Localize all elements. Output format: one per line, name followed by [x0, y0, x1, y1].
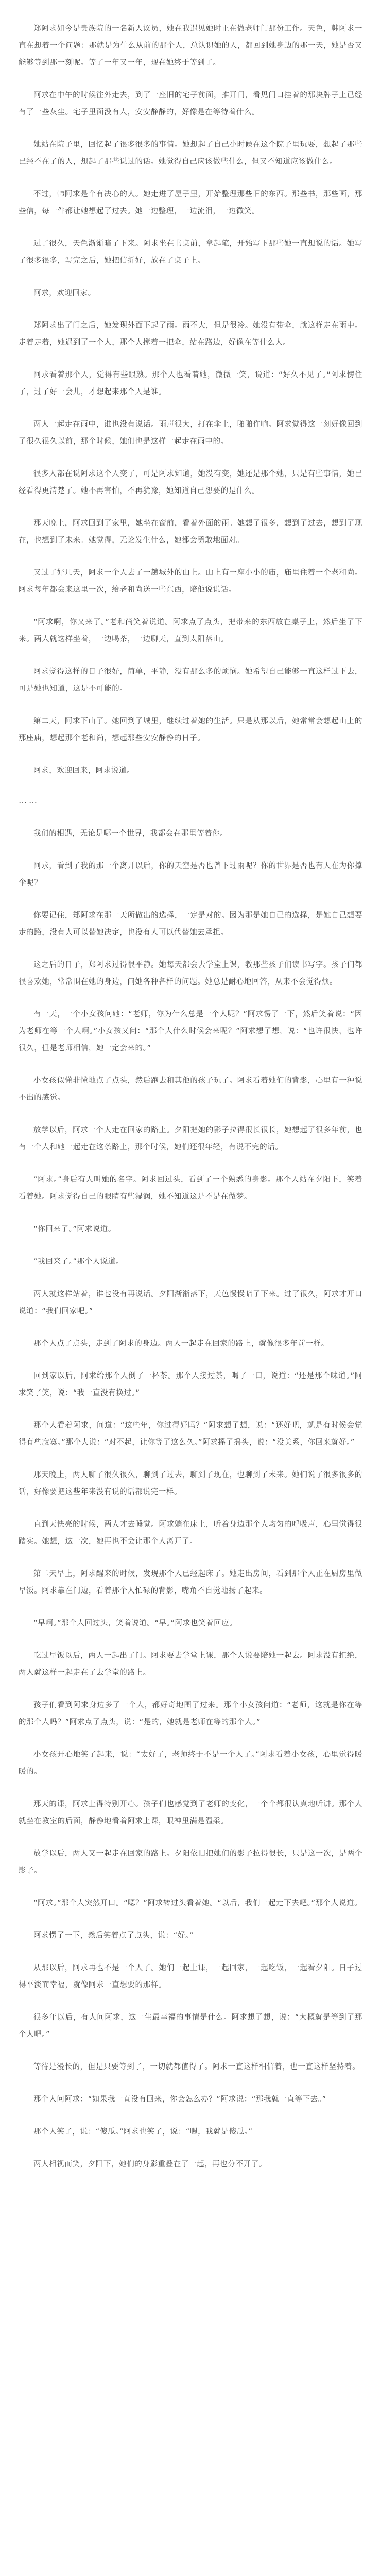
paragraph: 她站在院子里，回忆起了很多很多的事情。她想起了自己小时候在这个院子里玩耍，想起了那些已经不在了的人，想起了那些说过的话。她觉得自己应该做些什么，但又不知道应该做什么。: [19, 141, 362, 166]
paragraph: “阿求。”那个人突然开口。“嗯？”阿求转过头看着她。“以后，我们一起走下去吧。”那个人说道。: [33, 1899, 362, 1907]
paragraph: 阿求，欢迎回家。: [33, 289, 96, 297]
paragraph: 有一天，一个小女孩问她：“老师，你为什么总是一个人呢？”阿求愣了一下，然后笑着说：“因为老师在等一个人啊。”小女孩又问：“那个人什么时候会来呢？”阿求想了想，说：“也许很快，也许很久，但是老师相信，她一定会来的。”: [19, 1010, 362, 1053]
paragraph: 放学以后，阿求一个人走在回家的路上。夕阳把她的影子拉得很长很长，她想起了很多年前，也有一个人和她一起走在这条路上，那个时候，她们还很年轻，有说不完的话。: [19, 1126, 362, 1151]
paragraph: “你回来了。”阿求说道。: [33, 1225, 116, 1233]
article-part-one: [19, 21, 362, 779]
paragraph: 放学以后，两人又一起走在回家的路上。夕阳依旧把她们的影子拉得很长，只是这一次，是两个影子。: [19, 1850, 362, 1875]
paragraph: 回到家以后，阿求给那个人倒了一杯茶。那个人接过茶，喝了一口，说道：“还是那个味道。”阿求笑了笑，说：“我一直没有换过。”: [19, 1372, 362, 1397]
paragraph: 两人就这样站着，谁也没有再说话。夕阳渐渐落下，天色慢慢暗了下来。过了很久，阿求才开口说道：“我们回家吧。”: [19, 1290, 362, 1315]
paragraph: 很多人都在说阿求这个人变了，可是阿求知道，她没有变，她还是那个她，只是有些事情，她已经看得更清楚了。她不再害怕，不再犹豫，她知道自己想要的是什么。: [19, 470, 362, 495]
paragraph: 过了很久，天色渐渐暗了下来。阿求坐在书桌前，拿起笔，开始写下那些她一直想说的话。她写了很多很多，写完之后，她把信折好，放在了桌子上。: [19, 240, 362, 265]
paragraph: 又过了好几天，阿求一个人去了一趟城外的山上。山上有一座小小的庙，庙里住着一个老和尚。阿求每年都会来这里一次，给老和尚送一些东西，陪他说说话。: [19, 569, 362, 594]
paragraph: 郑阿求如今是贵族院的一名新人议员，她在我遇见她时正在做老师门那份工作。天色，韩阿求一直在想着一个问题：那就是为什么从前的那个人，总认识她的人，都回到她身边的那一天，她是否又能够等到那一刻呢。等了一年又一年，现在她终于等到了。: [19, 25, 362, 67]
paragraph: 很多年以后，有人问阿求，这一生最幸福的事情是什么。阿求想了想，说：“大概就是等到了那个人吧。”: [19, 2013, 362, 2039]
paragraph: 那个人看着阿求，问道：“这些年，你过得好吗？”阿求想了想，说：“还好吧，就是有时候会觉得有些寂寞。”那个人说：“对不起，让你等了这么久。”阿求摇了摇头，说：“没关系，你回来就好。”: [19, 1421, 362, 1447]
paragraph: 那天的课，阿求上得特别开心。孩子们也感觉到了老师的变化，一个个都很认真地听讲。那个人就坐在教室的后面，静静地看着阿求上课，眼神里满是温柔。: [19, 1800, 362, 1825]
paragraph: 那个人问阿求：“如果我一直没有回来，你会怎么办？”阿求说：“那我就一直等下去。”: [33, 2095, 326, 2104]
paragraph: 你要记住，郑阿求在那一天所做出的选择，一定是对的。因为那是她自己的选择，是她自己想要走的路，没有人可以替她决定，也没有人可以代替她去承担。: [19, 911, 362, 937]
paragraph: 第二天，阿求下山了。她回到了城里，继续过着她的生活。只是从那以后，她常常会想起山上的那座庙，想起那个老和尚，想起那些安安静静的日子。: [19, 717, 362, 742]
paragraph: “阿求啊，你又来了。”老和尚笑着说道。阿求点了点头，把带来的东西放在桌子上，然后坐了下来。两人就这样坐着，一边喝茶，一边聊天，直到太阳落山。: [19, 618, 362, 643]
paragraph: 阿求，欢迎回来，阿求说道。: [33, 767, 135, 775]
paragraph: “阿求。”身后有人叫她的名字。阿求回过头，看到了一个熟悉的身影。那个人站在夕阳下，笑着看着她。阿求觉得自己的眼睛有些湿润，她不知道这是不是在做梦。: [19, 1176, 362, 1201]
paragraph: 不过，韩阿求是个有决心的人。她走进了屋子里，开始整理那些旧的东西。那些书，那些画，那些信，每一件都让她想起了过去。她一边整理，一边流泪，一边微笑。: [19, 190, 362, 215]
paragraph: 阿求觉得这样的日子很好，简单，平静，没有那么多的烦恼。她希望自己能够一直这样过下去，可是她也知道，这是不可能的。: [19, 668, 362, 693]
paragraph: “我回来了。”那个人说道。: [33, 1258, 124, 1266]
paragraph: 阿求愣了一下，然后笑着点了点头，说：“好。”: [33, 1931, 194, 1940]
paragraph: 两人一起走在雨中，谁也没有说话。雨声很大，打在伞上，啪啪作响。阿求觉得这一刻好像回到了很久很久以前，那个时候，她们也是这样一起走在雨中的。: [19, 420, 362, 446]
paragraph: 小女孩似懂非懂地点了点头，然后跑去和其他的孩子玩了。阿求看着她们的背影，心里有一种说不出的感觉。: [19, 1077, 362, 1102]
paragraph: 两人相视而笑，夕阳下，她们的身影重叠在了一起，再也分不开了。: [33, 2160, 267, 2168]
paragraph: 直到天快亮的时候，两人才去睡觉。阿求躺在床上，听着身边那个人均匀的呼吸声，心里觉得很踏实。她想，这一次，她再也不会让那个人离开了。: [19, 1520, 362, 1546]
paragraph: 小女孩开心地笑了起来，说：“太好了，老师终于不是一个人了。”阿求看着小女孩，心里觉得暖暖的。: [19, 1751, 362, 1776]
paragraph: 那天晚上，阿求回到了家里，她坐在窗前，看着外面的雨。她想了很多，想到了过去，想到了现在，也想到了未来。她觉得，无论发生什么，她都会勇敢地面对。: [19, 519, 362, 545]
paragraph: 阿求，看到了我的那一个离开以后，你的天空是否也曾下过雨呢？你的世界是否也有人在为你撑伞呢？: [19, 862, 362, 887]
paragraph: 这之后的日子，郑阿求过得很平静。她每天都会去学堂上课，教那些孩子们读书写字。孩子们都很喜欢她，常常围在她的身边，问她各种各样的问题。她总是耐心地回答，从来不会觉得烦。: [19, 961, 362, 986]
paragraph: 阿求看着那个人，觉得有些眼熟。那个人也看着她，微微一笑，说道：“好久不见了。”阿求愣住了，过了好一会儿，才想起来那个人是谁。: [19, 371, 362, 396]
paragraph: 孩子们看到阿求身边多了一个人，都好奇地围了过来。那个小女孩问道：“老师，这就是你在等的那个人吗？”阿求点了点头，说：“是的，她就是老师在等的那个人。”: [19, 1701, 362, 1726]
paragraph: 郑阿求出了门之后，她发现外面下起了雨。雨不大，但是很冷。她没有带伞，就这样走在雨中。走着走着，她遇到了一个人，那个人撑着一把伞，站在路边，好像在等什么人。: [19, 321, 362, 347]
paragraph: 等待是漫长的，但是只要等到了，一切就都值得了。阿求一直这样相信着，也一直这样坚持着。: [33, 2063, 360, 2071]
article-part-two: [19, 825, 362, 2173]
paragraph: 那个人点了点头，走到了阿求的身边。两人一起走在回家的路上，就像很多年前一样。: [33, 1340, 329, 1348]
paragraph: “早啊。”那个人回过头，笑着说道。“早。”阿求也笑着回应。: [33, 1619, 237, 1628]
paragraph: 那天晚上，两人聊了很久很久，聊到了过去，聊到了现在，也聊到了未来。她们说了很多很多的话，好像要把这些年来没有说的话都说完一样。: [19, 1471, 362, 1496]
section-divider: ……: [19, 795, 39, 805]
paragraph: 我们的相遇，无论是哪一个世界，我都会在那里等着你。: [33, 829, 228, 838]
paragraph: 阿求在中午的时候往外走去，到了一座旧的宅子前面，推开门，看见门口挂着的那块牌子上已经有了一些灰尘。宅子里面没有人，安安静静的，好像是在等待着什么。: [19, 91, 362, 116]
paragraph: 那个人笑了，说：“傻瓜。”阿求也笑了，说：“嗯，我就是傻瓜。”: [33, 2128, 253, 2136]
paragraph: 第二天早上，阿求醒来的时候，发现那个人已经起床了。她走出房间，看到那个人正在厨房里做早饭。阿求靠在门边，看着那个人忙碌的背影，嘴角不自觉地扬了起来。: [19, 1570, 362, 1595]
paragraph: 从那以后，阿求再也不是一个人了。她们一起上课，一起回家，一起吃饭，一起看夕阳。日子过得平淡而幸福，就像阿求一直想要的那样。: [19, 1964, 362, 1989]
paragraph: 吃过早饭以后，两人一起出了门。阿求要去学堂上课，那个人说要陪她一起去。阿求没有拒绝，两人就这样一起走在了去学堂的路上。: [19, 1652, 362, 1677]
